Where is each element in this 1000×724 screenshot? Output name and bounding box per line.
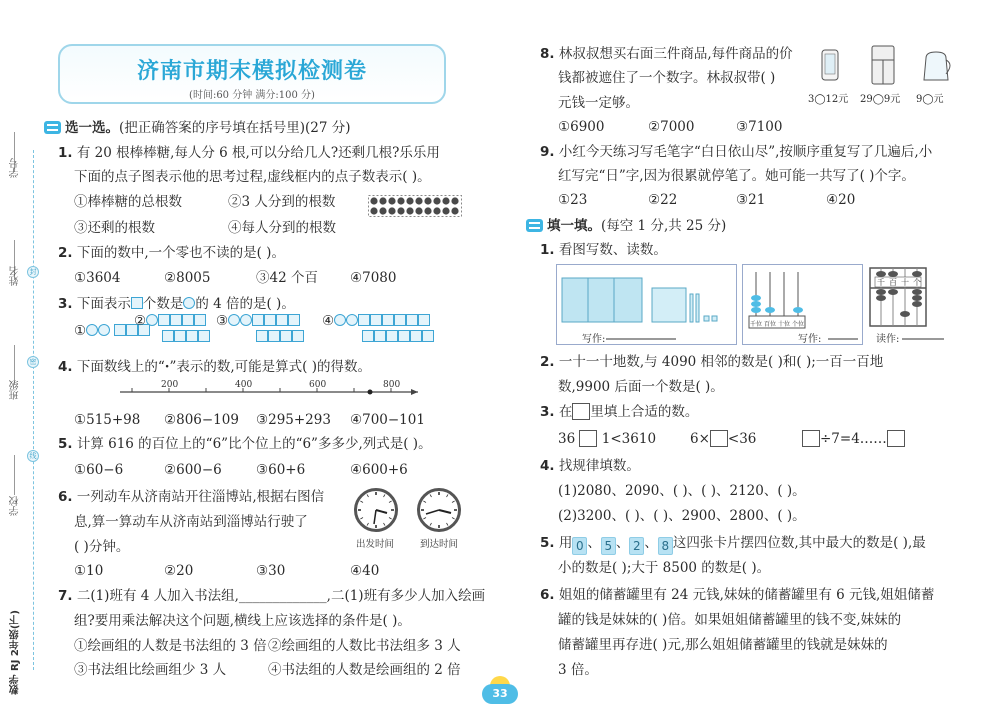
- question-text: [58, 487, 324, 507]
- option[interactable]: ③295+293: [256, 412, 331, 428]
- circle-icon: [240, 314, 252, 326]
- square-icon: [418, 314, 430, 326]
- option[interactable]: ①515+98: [74, 412, 141, 428]
- school-label: 学校: [10, 496, 21, 516]
- option[interactable]: ④7080: [350, 270, 397, 286]
- dot: [406, 207, 413, 214]
- option[interactable]: ②22: [648, 192, 678, 208]
- question-line: 小的数是( );大于 8500 的数是( )。: [558, 560, 771, 576]
- bead: [912, 271, 922, 277]
- thousand-blocks: [562, 278, 717, 322]
- option[interactable]: ①60−6: [74, 462, 124, 478]
- square-icon: [186, 330, 198, 342]
- question-line: 红写完“日”字,因为很累就停笔了。她可能一共写了( )个字。: [558, 168, 915, 184]
- option[interactable]: ④每人分到的根数: [228, 220, 336, 236]
- expression-text: 6×: [690, 431, 710, 447]
- bead: [876, 295, 886, 301]
- exam-info: (时间:60 分钟 满分:100 分): [189, 90, 315, 101]
- seal-circle: 封: [27, 266, 39, 278]
- square-icon: [182, 314, 194, 326]
- square-icon: [280, 330, 292, 342]
- seal-circle: 密: [27, 356, 39, 368]
- question-line: 下面的点子图表示他的思考过程,虚线框内的点子数表示( )。: [74, 169, 431, 185]
- square-icon: [288, 314, 300, 326]
- question-line: ( )分钟。: [74, 539, 130, 555]
- option[interactable]: ④700−101: [350, 412, 425, 428]
- expression: [802, 429, 905, 449]
- page-title: 济南市期末模拟检测卷: [136, 59, 367, 84]
- dot: [424, 197, 431, 204]
- question-line: 计算 616 的百位上的“6”比个位上的“6”多多少,列式是( )。: [76, 436, 432, 452]
- question-line: 在: [558, 404, 573, 420]
- write-label: 写作:: [798, 334, 822, 345]
- bead: [876, 289, 886, 295]
- question-number: 7.: [58, 588, 73, 604]
- question-number: 8.: [540, 46, 555, 62]
- square-icon: [374, 330, 386, 342]
- clock-face: [420, 491, 458, 529]
- title-box: [58, 44, 446, 104]
- question-number: 2.: [58, 245, 73, 261]
- circle-icon: [86, 324, 98, 336]
- dot-row: [370, 197, 458, 214]
- question-number: 2.: [540, 354, 555, 370]
- place-label: 十位: [778, 321, 791, 328]
- blank-box[interactable]: [887, 430, 905, 447]
- question-line: 下面数线上的“: [76, 359, 165, 375]
- option[interactable]: ①10: [74, 563, 104, 579]
- expression: [690, 429, 756, 449]
- square-icon: [370, 314, 382, 326]
- bead: [751, 301, 761, 307]
- products-illustration: [818, 44, 956, 90]
- ten-rod: [696, 294, 699, 322]
- question-number: 1.: [58, 145, 73, 161]
- option[interactable]: ③30: [256, 563, 286, 579]
- question-line: 组?要用乘法解决这个问题,横线上应该选择的条件是( )。: [74, 613, 411, 629]
- dot: [424, 207, 431, 214]
- minute-hand: [374, 510, 376, 524]
- ten-rod: [690, 294, 693, 322]
- square-icon: [198, 330, 210, 342]
- bead: [912, 301, 922, 307]
- dot: [433, 197, 440, 204]
- option[interactable]: ③7100: [736, 119, 783, 135]
- expression-text: 1<3610: [601, 431, 657, 447]
- question-text: [540, 142, 932, 162]
- tick-label: 800: [383, 380, 401, 390]
- option[interactable]: [322, 313, 434, 345]
- name-label: 姓名: [10, 266, 21, 286]
- abacus-label: 千: [877, 278, 885, 287]
- question-number: 9.: [540, 144, 555, 160]
- blank-box[interactable]: [802, 430, 820, 447]
- square-icon: [386, 330, 398, 342]
- question-line: 息,算一算动车从济南站到淄博站行驶了: [74, 514, 308, 530]
- clock-tick: [447, 494, 449, 497]
- dot: [397, 197, 404, 204]
- option[interactable]: ④40: [350, 563, 380, 579]
- question-line: (1)2080、2090、( )、( )、2120、( )。: [558, 483, 806, 499]
- page-number: 33: [482, 684, 518, 704]
- square-icon: [114, 324, 126, 336]
- square-icon: [170, 314, 182, 326]
- abacus-label: 十: [901, 278, 909, 287]
- dot: [415, 197, 422, 204]
- hour-hand: [376, 510, 387, 513]
- question-text: [540, 352, 883, 372]
- section-title: 填一填。: [547, 218, 601, 234]
- blank-box[interactable]: [572, 403, 590, 420]
- bead: [876, 271, 886, 277]
- question-text: [540, 402, 698, 422]
- circle-icon: [183, 297, 195, 309]
- question-line: 看图写数、读数。: [558, 242, 667, 258]
- section-header: [44, 118, 351, 138]
- subject-label: 数学 RJ 2年级(下): [10, 610, 21, 695]
- clock-tick: [389, 518, 392, 520]
- clock-tick: [360, 501, 363, 503]
- square-icon: [174, 330, 186, 342]
- bead: [751, 295, 761, 301]
- circle-icon: [146, 314, 158, 326]
- section-note: (把正确答案的序号填在括号里)(27 分): [119, 120, 351, 136]
- option[interactable]: ④600+6: [350, 462, 408, 478]
- dot: [451, 207, 458, 214]
- tick-label: 200: [161, 380, 179, 390]
- tick-label: 400: [235, 380, 253, 390]
- square-icon: [276, 314, 288, 326]
- hour-hand: [439, 510, 451, 513]
- counting-frame: [749, 272, 805, 328]
- option[interactable]: ③42 个百: [256, 270, 318, 286]
- abacus-label: 百: [889, 278, 897, 287]
- question-line: 用: [558, 535, 573, 551]
- option-label: ③: [216, 313, 229, 329]
- square-icon: [252, 314, 264, 326]
- option[interactable]: ②20: [164, 563, 194, 579]
- question-line: 下面表示: [76, 296, 131, 312]
- option[interactable]: ①绘画组的人数是书法组的 3 倍: [74, 638, 267, 654]
- question-text: [540, 44, 793, 64]
- dot-marker-icon: ·: [164, 359, 170, 375]
- question-number: 3.: [58, 296, 73, 312]
- digit-card: 8: [658, 537, 673, 555]
- option[interactable]: ②8005: [164, 270, 211, 286]
- bead: [765, 307, 775, 313]
- question-line: 这四张卡片摆四位数,其中最大的数是( ),最: [672, 535, 926, 551]
- clock-tick: [452, 518, 455, 520]
- option[interactable]: ④20: [826, 192, 856, 208]
- square-icon: [362, 330, 374, 342]
- unit-cube: [704, 316, 709, 321]
- question-line: ”表示的数,可能是算式( )的得数。: [169, 359, 371, 375]
- option-label: ①: [74, 323, 87, 339]
- arrival-caption: 到达时间: [420, 539, 459, 550]
- square-icon: [292, 330, 304, 342]
- digit-card: 5: [601, 537, 616, 555]
- question-line: 下面的数中,一个零也不读的是( )。: [76, 245, 285, 261]
- question-line: 个数是: [142, 296, 184, 312]
- option[interactable]: ①棒棒糖的总根数: [74, 194, 182, 210]
- circle-icon: [98, 324, 110, 336]
- place-label: 千位: [750, 321, 763, 328]
- option[interactable]: [216, 313, 304, 345]
- clock-tick: [430, 494, 432, 497]
- square-icon: [358, 314, 370, 326]
- section-icon: [526, 219, 543, 232]
- option[interactable]: ②806−109: [164, 412, 239, 428]
- option[interactable]: ③21: [736, 192, 766, 208]
- bead: [793, 307, 803, 313]
- seal-circle: 线: [27, 450, 39, 462]
- blank-box[interactable]: [710, 430, 728, 447]
- question-text: [540, 585, 934, 605]
- square-icon: [264, 314, 276, 326]
- square-icon: [406, 314, 418, 326]
- clock-tick: [430, 523, 432, 526]
- dot: [379, 207, 386, 214]
- question-number: 4.: [58, 359, 73, 375]
- question-number: 6.: [540, 587, 555, 603]
- place-label: 个位: [792, 321, 805, 328]
- dot: [433, 207, 440, 214]
- number-line-point: [368, 390, 373, 395]
- bead: [888, 289, 898, 295]
- number-line: [120, 380, 420, 404]
- section-note: (每空 1 分,共 25 分): [601, 218, 727, 234]
- clock-icon: [417, 488, 461, 532]
- dot: [388, 207, 395, 214]
- dot: [379, 197, 386, 204]
- unit-cube: [712, 316, 717, 321]
- digit-card: 2: [629, 537, 644, 555]
- blank-box[interactable]: [579, 430, 597, 447]
- question-text: [58, 243, 285, 263]
- question-line: 的 4 倍的是( )。: [195, 296, 295, 312]
- option[interactable]: [134, 313, 210, 345]
- clock-tick: [452, 501, 455, 503]
- expression-text: 36: [558, 431, 576, 447]
- section-icon: [44, 121, 61, 134]
- bead: [912, 295, 922, 301]
- option[interactable]: ③还剩的根数: [74, 220, 155, 236]
- square-icon: [394, 314, 406, 326]
- option[interactable]: ②7000: [648, 119, 695, 135]
- clock-tick: [423, 501, 426, 503]
- question-text: [58, 143, 440, 163]
- question-text: [58, 294, 295, 314]
- square-icon: [422, 330, 434, 342]
- dot: [415, 207, 422, 214]
- question-text: [58, 586, 485, 606]
- clock-face: [357, 491, 395, 529]
- arrow-icon: [411, 389, 418, 395]
- phone-screen: [825, 54, 835, 74]
- departure-caption: 出发时间: [356, 539, 395, 550]
- read-label: 读作:: [876, 334, 900, 345]
- question-line: 小红今天练习写毛笔字“白日依山尽”,按顺序重复写了几遍后,小: [558, 144, 933, 160]
- clock-tick: [447, 523, 449, 526]
- place-label: 百位: [764, 321, 777, 328]
- dot: [451, 197, 458, 204]
- question-line: 找规律填数。: [558, 458, 640, 474]
- bead: [888, 271, 898, 277]
- clock-tick: [367, 523, 369, 526]
- clock-tick: [384, 494, 386, 497]
- clock-tick: [360, 518, 363, 520]
- question-line: 元钱一定够。: [558, 95, 639, 111]
- square-icon: [256, 330, 268, 342]
- binding-line: [33, 150, 34, 670]
- question-line: 一十一十地数,与 4090 相邻的数是( )和( );一百一百地: [558, 354, 884, 370]
- price-tag: 29◯9元: [860, 94, 901, 105]
- option[interactable]: ②绘画组的人数比书法组多 3 人: [268, 638, 461, 654]
- bead: [751, 307, 761, 313]
- square-icon: [268, 330, 280, 342]
- blank-line: [14, 455, 15, 495]
- tick-label: 600: [309, 380, 327, 390]
- dot: [442, 197, 449, 204]
- option[interactable]: ②3 人分到的根数: [228, 194, 336, 210]
- hundred-flat: [652, 288, 686, 322]
- dot: [406, 197, 413, 204]
- blank-line: [14, 345, 15, 385]
- minute-hand: [426, 510, 439, 514]
- question-number: 6.: [58, 489, 73, 505]
- option[interactable]: ①3604: [74, 270, 121, 286]
- clock-icon: [354, 488, 398, 532]
- option[interactable]: ②600−6: [164, 462, 222, 478]
- question-line: 里填上合适的数。: [590, 404, 699, 420]
- student-id-label: 学号: [10, 158, 21, 178]
- question-text: [58, 434, 432, 454]
- question-number: 3.: [540, 404, 555, 420]
- circle-icon: [228, 314, 240, 326]
- square-icon: [131, 297, 143, 309]
- option[interactable]: ①23: [558, 192, 588, 208]
- thousand-cube: [562, 278, 590, 322]
- question-number: 5.: [540, 535, 555, 551]
- question-number: 4.: [540, 458, 555, 474]
- class-label: 班级: [10, 380, 21, 400]
- square-icon: [382, 314, 394, 326]
- question-line: 罐的钱是妹妹的( )倍。如果姐姐储蓄罐里的钱不变,妹妹的: [558, 612, 902, 628]
- clock-tick: [367, 494, 369, 497]
- option[interactable]: ③书法组比绘画组少 3 人: [74, 662, 227, 678]
- question-line: 一列动车从济南站开往淄博站,根据右图信: [76, 489, 325, 505]
- square-icon: [398, 330, 410, 342]
- bead: [900, 311, 910, 317]
- expression-text: ÷7=4……: [820, 431, 887, 447]
- square-icon: [194, 314, 206, 326]
- option-label: ②: [134, 313, 147, 329]
- write-label: 写作:: [582, 334, 606, 345]
- clock-tick: [384, 523, 386, 526]
- circle-icon: [346, 314, 358, 326]
- question-line: 储蓄罐里再存进( )元,那么姐姐储蓄罐里的钱就是妹妹的: [558, 637, 888, 653]
- question-line: 姐姐的储蓄罐里有 24 元钱,妹妹的储蓄罐里有 6 元钱,姐姐储蓄: [558, 587, 935, 603]
- square-icon: [410, 330, 422, 342]
- question-line: 数,9900 后面一个数是( )。: [558, 379, 724, 395]
- square-icon: [162, 330, 174, 342]
- option-label: ④: [322, 313, 335, 329]
- question-number: 1.: [540, 242, 555, 258]
- question-text: [58, 357, 371, 377]
- price-tag: 9◯元: [916, 94, 944, 105]
- question-line: 3 倍。: [558, 662, 598, 678]
- question-text: 5. 用 0 、 5 、 2 、 8 这四张卡片摆四位数,其中最大的数是( ),最: [540, 535, 926, 553]
- question-number: 5.: [58, 436, 73, 452]
- kettle-icon: [924, 52, 948, 80]
- digit-card: 0: [572, 537, 587, 555]
- dot: [388, 197, 395, 204]
- option[interactable]: ③60+6: [256, 462, 306, 478]
- clock-tick: [389, 501, 392, 503]
- dot-diagram: [368, 195, 462, 217]
- abacus-label: 个: [913, 278, 921, 287]
- question-text: [540, 240, 667, 260]
- question-line: 二(1)班有 4 人加入书法组,_____________,二(1)班有多少人加入绘画: [76, 588, 486, 604]
- dot: [442, 207, 449, 214]
- question-line: 林叔叔想买右面三件商品,每件商品的价: [558, 46, 793, 62]
- dot: [397, 207, 404, 214]
- expression-text: <36: [727, 431, 757, 447]
- thousand-cube: [588, 278, 616, 322]
- dot: [370, 197, 377, 204]
- question-line: (2)3200、( )、( )、2900、2800、( )。: [558, 508, 806, 524]
- bead: [912, 289, 922, 295]
- number-line-ticks: [132, 380, 400, 392]
- option[interactable]: ④书法组的人数是绘画组的 2 倍: [268, 662, 461, 678]
- question-text: [540, 456, 640, 476]
- section-header: [526, 216, 726, 236]
- section-title: 选一选。: [65, 120, 119, 136]
- expression: [558, 429, 656, 449]
- option[interactable]: ①6900: [558, 119, 605, 135]
- clock-tick: [423, 518, 426, 520]
- square-icon: [158, 314, 170, 326]
- price-tag: 3◯12元: [808, 94, 849, 105]
- circle-icon: [334, 314, 346, 326]
- question-line: 有 20 根棒棒糖,每人分 6 根,可以分给几人?还剩几根?乐乐用: [76, 145, 440, 161]
- thousand-cube: [614, 278, 642, 322]
- dot: [370, 207, 377, 214]
- question-line: 钱都被遮住了一个数字。林叔叔带( ): [558, 70, 776, 86]
